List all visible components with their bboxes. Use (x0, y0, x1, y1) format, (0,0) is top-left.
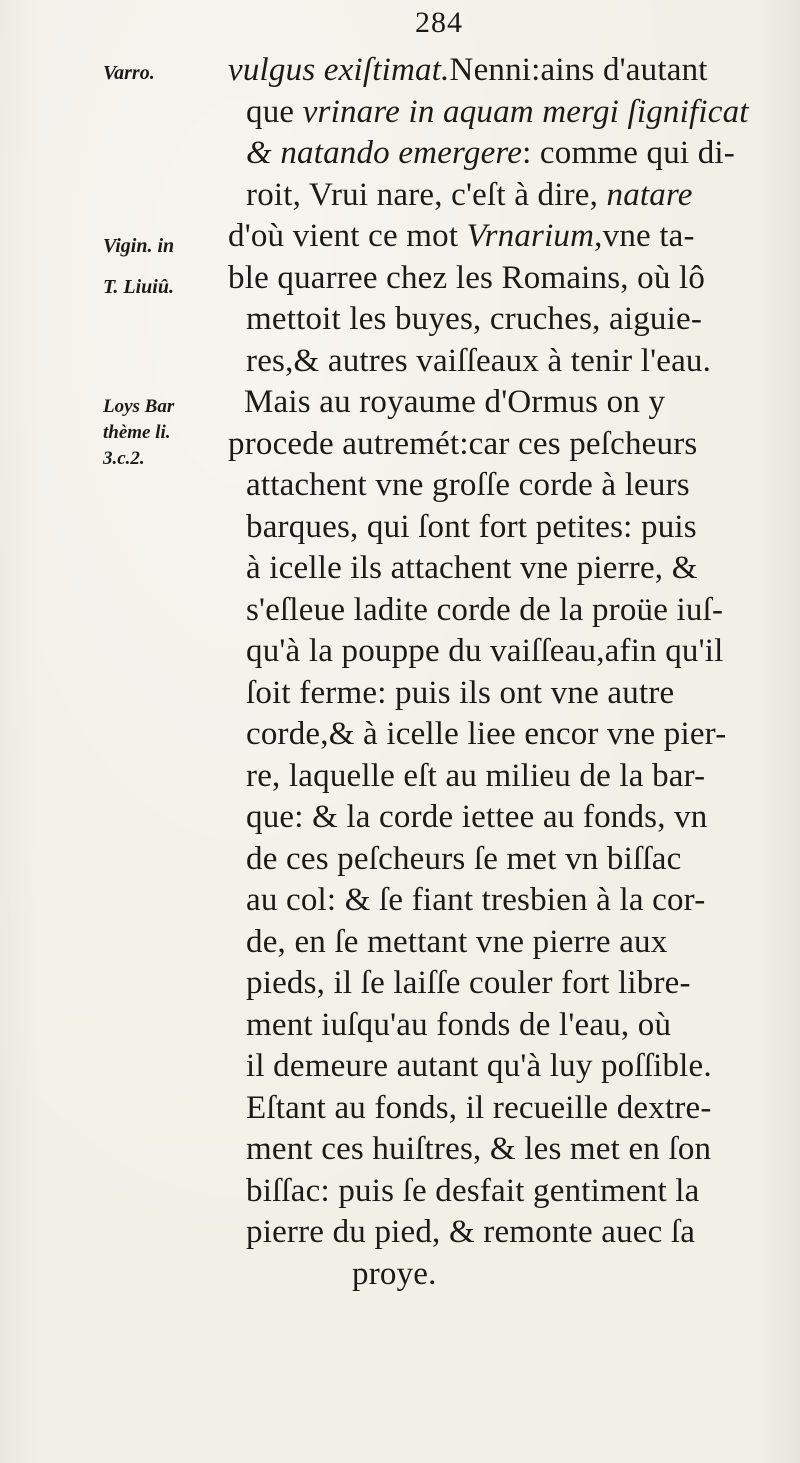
text-line: procede autremét:car ces peſcheurs (228, 425, 698, 462)
text-line: s'eſleue ladite corde de la proüe iuſ- (246, 591, 724, 628)
margin-note-line: T. Liuiû. (103, 276, 174, 298)
text-line: à icelle ils attachent vne pierre, & (246, 550, 698, 586)
text-line: de, en ſe mettant vne pierre aux (246, 923, 668, 960)
margin-note-vigin (103, 226, 174, 308)
body-text (228, 50, 800, 1295)
text-line: re, laquelle eſt au milieu de la bar- (246, 757, 706, 794)
margin-note-line: 3.c.2. (103, 448, 145, 469)
text-line: que vrinare in aquam mergi ſignificat (246, 93, 749, 130)
text-line: ment ces huiſtres, & les met en ſon (246, 1131, 712, 1167)
text-line: que: & la corde iettee au fonds, vn (246, 799, 708, 835)
text-line: barques, qui ſont fort petites: puis (246, 508, 697, 545)
text-line: res,& autres vaiſſeaux à tenir l'eau. (246, 342, 712, 379)
margin-note-line: Vigin. in (103, 235, 175, 257)
margin-note-varro (103, 62, 155, 85)
text-line: vulgus exiſtimat.Nenni:ains d'autant (228, 52, 708, 88)
text-line: de ces peſcheurs ſe met vn biſſac (246, 840, 682, 877)
text-line: pierre du pied, & remonte auec ſa (246, 1214, 696, 1250)
text-line: pieds, il ſe laiſſe couler fort libre- (246, 965, 691, 1001)
page-number: 284 (415, 6, 463, 39)
text-line: ble quarree chez les Romains, où lô (228, 259, 706, 296)
text-line: ment iuſqu'au fonds de l'eau, où (246, 1006, 672, 1043)
text-line: corde,& à icelle liee encor vne pier- (246, 716, 727, 752)
text-line: Mais au royaume d'Ormus on y (244, 384, 666, 420)
margin-note-line: thème li. (103, 422, 171, 443)
text-line: attachent vne groſſe corde à leurs (246, 467, 690, 503)
text-line: ſoit ferme: puis ils ont vne autre (246, 674, 675, 711)
text-line: il demeure autant qu'à luy poſſible. (246, 1048, 712, 1084)
text-line: au col: & ſe fiant tresbien à la cor- (246, 882, 706, 918)
text-line: Eſtant au fonds, il recueille dextre- (246, 1089, 712, 1126)
text-line: biſſac: puis ſe desfait gentiment la (246, 1172, 700, 1209)
text-line: d'où vient ce mot Vrnarium,vne ta- (228, 218, 695, 254)
margin-note-loys (103, 394, 174, 472)
margin-note-line: Varro. (103, 62, 155, 84)
text-line: mettoit les buyes, cruches, aiguie- (246, 301, 703, 337)
margin-note-line: Loys Bar (103, 396, 175, 417)
text-line: & natando emergere: comme qui di- (246, 135, 735, 171)
text-line: qu'à la pouppe du vaiſſeau,afin qu'il (246, 633, 724, 669)
text-line: proye. (352, 1255, 437, 1292)
text-line: roit, Vrui nare, c'eſt à dire, natare (246, 176, 693, 213)
